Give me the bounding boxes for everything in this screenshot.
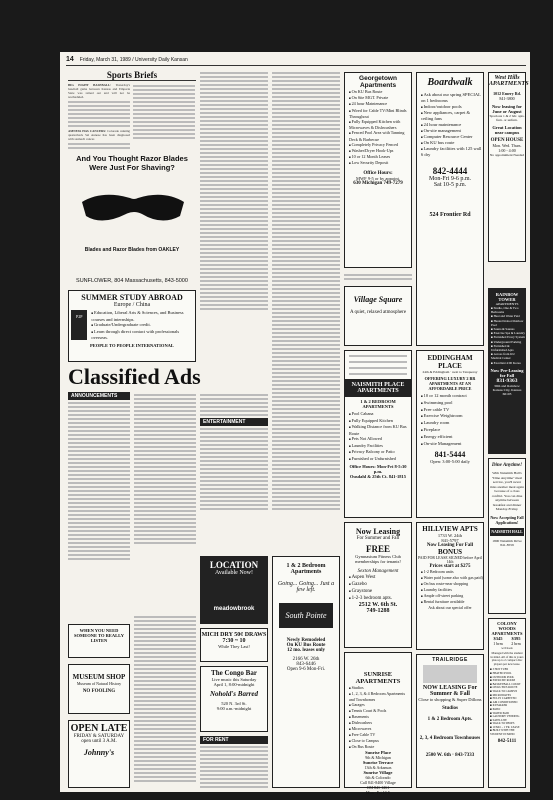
announcements-header: ANNOUNCEMENTS — [68, 392, 130, 400]
boardwalk-item: ■ On KU bus route — [421, 140, 483, 146]
naismith-place-item: ■ Pets Not Allowed — [349, 436, 411, 443]
rainbow-item: ■ Underground Parking — [491, 340, 525, 344]
sports-item2-text: Colorado running quarterback Sal Aunese has been diagnosed with stomach cancer. — [68, 129, 131, 141]
sunrise-item: ■ Close to Campus — [349, 738, 411, 744]
dine-hall: NAISMITH HALL — [491, 529, 523, 534]
sunrise-village: Sunrise Village — [363, 770, 393, 775]
hillview-item: ■ Rental furniture available — [421, 599, 483, 605]
colony-item: ■ 3 HOT TUBS — [490, 668, 525, 672]
leasing-item: ■ Graystone — [349, 588, 411, 595]
for-rent-header: FOR RENT — [200, 736, 268, 744]
eddingham-item: ■ On-site Management — [421, 441, 483, 448]
dine-title: Dine Anytime! — [491, 463, 523, 468]
eddingham-sub: 24th & Eddingham · next to Tanqueray — [422, 370, 478, 374]
congo-band: Nohold's Barred — [209, 690, 259, 698]
colony-item: ■ AIR CONDITIONED — [490, 701, 525, 705]
hillview-item: ■ Water paid (some also with gas paid) — [421, 575, 483, 581]
classified-col-2b — [134, 614, 196, 784]
eddingham-hours: Open: 3:00-5:00 daily — [430, 459, 470, 465]
westhills-open-times: Mon. Wed. Thurs. 1:00 - 4:00 — [492, 143, 522, 153]
westhills-leasing: Now leasing for June or August — [492, 104, 522, 114]
rainbow-tower-ad — [488, 288, 526, 454]
colony-item: ■ WALK TO SHOPS — [490, 722, 525, 726]
georgetown-item: ■ 10 or 12 Month Leases — [349, 154, 411, 160]
colony-bed2: 2 brm — [511, 641, 521, 646]
naismith-place-item: ■ Privacy Balcony or Patio — [349, 449, 411, 456]
mich-title: MICH DRY 50¢ DRAWS 7:30 ~ 10 — [201, 632, 267, 644]
colony-item: ■ ON KU BUS ROUTE — [490, 686, 525, 690]
hillview-item: ■ On bus route-near shopping — [421, 581, 483, 587]
hillview-title: HILLVIEW APTS — [422, 525, 478, 533]
georgetown-item: ■ On KU Bus Route — [349, 89, 411, 95]
sunrise-terrace: Sunrise Terrace — [362, 760, 394, 765]
colony-item: ■ SATELLITE — [490, 719, 525, 723]
open-until: open until 3 A.M. — [81, 739, 117, 744]
rainbow-item: ■ Excellent 4:00 Korea — [491, 361, 525, 365]
trailridge-addr: 2500 W. 6th — [425, 753, 451, 758]
westhills-appt: No appointment Needed — [489, 153, 525, 157]
naismith-place-item: ■ Fully Equipped Kitchen — [349, 418, 411, 425]
colony-item: ■ 10 MO. - 1 YR. LEASE — [490, 726, 525, 730]
hillview-bonus: BONUS — [437, 548, 463, 556]
georgetown-times: MWF 9-5 or by appoint. — [355, 175, 401, 181]
eddingham-item: ■ Free cable TV — [421, 407, 483, 414]
sunrise-place: Sunrise Place — [365, 750, 391, 755]
eddingham-item: ■ Energy efficient — [421, 434, 483, 441]
study-bullet: ■ Education, Liberal Arts & Sciences, and Business courses and internships. — [91, 310, 193, 322]
colony-item: ■ PATIO — [490, 708, 525, 712]
colony-item: ■ OUTDOOR POOL — [490, 676, 525, 680]
razor-headline: And You Thought Razor Blades Were Just For Shaving? — [76, 154, 188, 172]
dine-addr: 1800 Naismith Drive — [492, 538, 522, 543]
dine-now: Now Accepting Fall Applications! — [490, 514, 524, 525]
eddingham-item: ■ Swimming pool — [421, 400, 483, 407]
meadowbrook-ad — [200, 556, 268, 624]
leasing-mgmt: Sexton Management — [357, 569, 399, 574]
colony-item: ■ WALK TO CAMPUS — [490, 690, 525, 694]
going-text: Going... Going... Just a few left. — [277, 581, 335, 593]
razor-caption: Blades and Razor Blades from OAKLEY — [84, 247, 180, 253]
congo-title: The Congo Bar — [211, 669, 257, 677]
classified-col-4 — [272, 70, 340, 550]
colony-item: ■ BUILT WITH THE STUDENT IN MIND — [490, 729, 525, 736]
congo-time: April 1, 8:00-midnight — [213, 682, 255, 687]
page-number: 14 — [66, 56, 74, 63]
georgetown-item: ■ Low Security Deposit — [349, 160, 411, 166]
hillview-item: ■ Ample off-street parking — [421, 593, 483, 599]
boardwalk-item: ■ New appliances, carpet & ceiling fans — [421, 110, 483, 122]
listen-text: WHEN YOU NEED SOMEONE TO REALLY LISTEN — [74, 628, 124, 643]
sports-item2-head: AMNESS HAS CANCERS: — [68, 129, 107, 133]
congo-addr: 520 N. 3rd St. — [221, 701, 247, 706]
trailridge-close: Close to shopping & Super Dillons — [418, 697, 482, 702]
sp-bus: On KU Bus Route — [286, 643, 326, 648]
sports-title: Sports Briefs — [68, 70, 196, 81]
colony-item: ■ MICROWAVES — [490, 694, 525, 698]
hillview-item: ■ 1-2 Bedroom units — [421, 569, 483, 575]
museum-title: MUSEUM SHOP — [72, 673, 126, 681]
trailridge-picture — [423, 665, 477, 683]
colony-title: COLONY WOODS APARTMENTS — [491, 621, 523, 636]
boardwalk-item: ■ 24 hour maintenance — [421, 122, 483, 128]
dine-phone: 841-8559 — [500, 542, 514, 547]
boardwalk-title: Boardwalk — [427, 77, 473, 88]
sunrise-village-addr: 6th & Colorado — [365, 775, 391, 780]
naismith-place-item: ■ Furnished or Unfurnished — [349, 456, 411, 463]
leasing-item: ■ 1-2-3 bedroom apts. — [349, 595, 411, 602]
colony-item: ■ EXERCISE ROOM — [490, 679, 525, 683]
georgetown-item: ■ Fully Equipped Kitchen with Microwaves & Dishwashers — [349, 119, 411, 130]
classified-col-3 — [200, 392, 268, 552]
study-title: SUMMER STUDY ABROAD — [81, 293, 183, 302]
going-title: 1 & 2 Bedroom Apartments — [286, 563, 326, 575]
colony-unit: w/d hook — [501, 646, 513, 650]
georgetown-item: ■ Washer/Dryer Hook-Ups — [349, 148, 411, 154]
boardwalk-item: ■ Laundry facilities with 125 wall 6 dry — [421, 146, 483, 158]
georgetown-phone: 630 Michigan 749-7279 — [353, 180, 403, 186]
west-hills-ad — [488, 72, 529, 262]
museum-shop-ad — [68, 664, 130, 714]
colony-bed1: 1 brm — [493, 641, 503, 646]
georgetown-list — [345, 89, 411, 167]
entertainment-header: ENTERTAINMENT — [200, 418, 268, 426]
page-header — [66, 56, 526, 66]
open-late-ad — [68, 720, 130, 788]
eddingham-item: ■ Laundry room — [421, 420, 483, 427]
boardwalk-item: ■ Indoor/outdoor pools — [421, 104, 483, 110]
classified-col-mid-top — [200, 70, 268, 310]
naismith-place-item: ■ Laundry Facilities — [349, 443, 411, 450]
sunrise-item: ■ 1, 2, 3, & 4 Bedroom Apartments and Townhomes — [349, 691, 411, 702]
rainbow-item: ■ Furnished Every System — [491, 335, 525, 339]
hillview-item: ■ Laundry facilities — [421, 587, 483, 593]
study-bullet: ■ Graduate/Undergraduate credit. — [91, 322, 193, 329]
naismith-place-office: Office Hours: Mon-Fri 8-5:30 p.m. — [349, 464, 407, 474]
georgetown-title: Georgetown Apartments — [359, 75, 397, 89]
westhills-addr: 1012 Emery Rd. — [493, 91, 521, 96]
congo-bar-ad — [200, 666, 268, 732]
for-rent-col — [200, 736, 268, 788]
museum-sub: Museum of Natural History — [76, 681, 122, 686]
sunrise-place-addr: 9th & Michigan — [365, 755, 391, 760]
boardwalk-item: ■ Ask about our spring SPECIAL on 1 bedrooms — [421, 92, 483, 104]
rainbow-item: ■ Sauna & Saunas — [491, 327, 525, 331]
colony-item: ■ ICEMAKER — [490, 704, 525, 708]
naismith-place-title: NAISMITH PLACE APARTMENTS — [345, 379, 411, 397]
classified-title: Classified Ads — [68, 364, 201, 389]
congo-music: Live music this Saturday — [211, 677, 257, 682]
open-late-title: OPEN LATE — [70, 723, 128, 734]
sunrise-terrace-addr: 13th & Arkansas — [364, 765, 392, 770]
sunrise-item: ■ On Bus Route — [349, 744, 411, 750]
georgetown-item: ■ Fenced Pool Area with Tanning Deck & Barbecue — [349, 130, 411, 141]
museum-note: NO FOOLING — [82, 689, 116, 694]
study-org: PEOPLE TO PEOPLE INTERNATIONAL — [90, 342, 174, 348]
study-abroad-ad — [68, 290, 196, 362]
boardwalk-ad — [416, 72, 484, 346]
sunrise-ad — [344, 652, 412, 795]
sp-new: Newly Remodeled — [286, 638, 326, 643]
colony-woods-ad — [488, 618, 526, 788]
leasing-free: FREE — [365, 544, 390, 554]
sunrise-phone2: CM 841-1261 — [366, 785, 390, 790]
hillview-prices: Prices start at $275 — [429, 564, 471, 569]
dateline: Friday, March 31, 1989 / University Daily Kansan — [79, 57, 188, 63]
naismith-place-sub: 1 & 2 BEDROOM APARTMENTS — [360, 399, 396, 409]
hillview-leasing: Now Leasing For Fall — [426, 543, 474, 548]
trailridge-studios: Studios — [442, 706, 458, 711]
razor-blades-ad — [68, 152, 196, 274]
hillview-addr: 1733 W. 24th — [437, 533, 463, 538]
sp-hours: Open 9-6 Mon-Fri. — [286, 667, 326, 672]
sunrise-hours: Mon - Fri 10-5 — [366, 790, 390, 795]
leasing-sub: For Summer and Fall — [356, 536, 400, 541]
naismith-place-item: ■ Pool Cabana — [349, 411, 411, 418]
colony-item: ■ LAUNDRY VENDING — [490, 715, 525, 719]
filler — [344, 272, 412, 284]
sunrise-item: ■ Studios — [349, 685, 411, 691]
dine-anytime-ad — [488, 458, 526, 614]
sunrise-item: ■ Free Cable TV — [349, 732, 411, 738]
sports-item1-head: BIG EIGHT BASEBALL: — [68, 83, 112, 87]
colony-sub: Managed with the student in mind. All of this is yours plus up to 2 compact disc players per new lease. — [490, 651, 524, 666]
village-sub: A quiet, relaxed atmosphere — [349, 310, 407, 315]
colony-phone: 842-5111 — [497, 738, 517, 744]
westhills-title: West Hills APARTMENTS — [489, 75, 529, 87]
sunflower-line: SUNFLOWER, 804 Massachusetts, 843-5000 — [76, 278, 188, 284]
village-square-ad — [344, 286, 412, 346]
sunrise-item: ■ Microwaves — [349, 726, 411, 732]
hillview-ad — [416, 522, 484, 650]
congo-hours: 9:00 a.m.-midnight — [216, 706, 252, 711]
listen-ad — [68, 624, 130, 658]
rainbow-sub: APARTMENTS — [495, 302, 519, 306]
trailridge-title: TRAILRIDGE — [432, 657, 468, 663]
trailridge-one: 1 & 2 Bedroom Apts. — [427, 717, 473, 722]
rainbow-addr: 39th and Rainbow Kansas City, Kansas 66103 — [492, 383, 522, 396]
eddingham-item: ■ Exercise Weightroom — [421, 413, 483, 420]
dine-text: With Naismith Hall's "Dine Anytime" meal service, you'll never miss another meal again because of a class conflict. You can dine anytime between breakfast and dinner Monday-Friday. — [490, 471, 524, 511]
open-days: FRIDAY & SATURDAY — [73, 734, 125, 739]
hillview-tail: Ask about our special offer — [428, 605, 472, 610]
people-logo: P2P — [71, 310, 87, 340]
classified-col-1 — [68, 392, 130, 622]
boardwalk-item: ■ On-site management — [421, 128, 483, 134]
south-pointe-ad — [272, 556, 340, 788]
boardwalk-sat: Sat 10-5 p.m. — [433, 182, 467, 188]
rainbow-item: ■ Studio, One & Two Bedrooms — [491, 306, 525, 314]
georgetown-item: ■ On Site MGT. Private — [349, 95, 411, 101]
sp-lease: 12 mo. leases only — [286, 648, 326, 653]
sunrise-item: ■ Garages — [349, 702, 411, 708]
georgetown-item: ■ 24 hour Maintenance — [349, 101, 411, 107]
leasing-free-sub: Gymnasium Fitness Club memberships for tenants! — [355, 554, 401, 564]
eddingham-item: ■ 10 or 12 month contract — [421, 393, 483, 400]
sp-addr: 2166 W. 26th — [292, 657, 320, 662]
mich-dry-ad — [200, 628, 268, 662]
leasing-phone: 749-1288 — [366, 608, 390, 614]
eddingham-item: ■ Fireplace — [421, 427, 483, 434]
sunrise-phone1: Call 841-8400 Village — [360, 780, 396, 785]
classified-col-2 — [134, 392, 196, 612]
rainbow-phone: 831-9363 — [496, 377, 518, 384]
westhills-location: Great Location near campus — [492, 125, 522, 135]
meadowbrook-logo: meadowbrook — [213, 606, 255, 612]
georgetown-office: Office Hours: — [363, 170, 393, 176]
boardwalk-addr: 524 Frontier Rd — [429, 212, 471, 218]
trailridge-leasing: NOW LEASING For Summer & Fall — [422, 685, 478, 697]
hillview-bonus-sub: PAID FOR LEASE SIGNED before April 14th — [418, 556, 482, 564]
leasing-item: ■ Gazebo — [349, 581, 411, 588]
rainbow-item: ■ Heated Indoor/Outdoor Pool — [491, 319, 525, 327]
study-subtitle: Europe / China — [113, 302, 151, 308]
leasing-title: Now Leasing — [355, 527, 401, 536]
sunrise-title: SUNRISE APARTMENTS — [355, 671, 401, 685]
rainbow-pre: Now Pre-Leasing for Fall — [490, 367, 524, 378]
study-bullet: ■ Learn through direct contact with professionals overseas. — [91, 329, 193, 341]
rainbow-item: ■ Heat and Water Paid — [491, 314, 525, 318]
village-title: Village Square — [353, 295, 403, 304]
sunrise-item: ■ Tennis Court & Pools — [349, 708, 411, 714]
available-now: Available Now! — [214, 570, 254, 576]
rainbow-item: ■ Exercise Spa & Laundry — [491, 331, 525, 335]
eddingham-ad — [416, 350, 484, 518]
rainbow-item: ■ Furnished & Unfurnished Apts — [491, 344, 525, 352]
eddingham-phone: 841-5444 — [434, 450, 466, 460]
mich-note: While They Last! — [218, 644, 250, 649]
trailridge-three: 2, 3, 4 Bedroom Townhouses — [419, 736, 481, 741]
naismith-place-ad — [344, 350, 412, 518]
leasing-item: ■ Aspen West — [349, 574, 411, 581]
sports-item1-text: Yesterday's baseball game between Kansas and Emporia State was rained out and will not be rescheduled. — [68, 83, 130, 99]
westhills-phone: 841-3800 — [499, 96, 515, 101]
rainbow-title: RAINBOW TOWER — [495, 292, 519, 302]
newspaper-page — [60, 52, 530, 795]
boardwalk-phone: 842-4444 — [432, 166, 468, 176]
south-pointe-logo: South Pointe — [279, 603, 333, 628]
johnnys-logo: Johnny's — [83, 748, 115, 757]
colony-price1: $345 — [493, 636, 503, 641]
boardwalk-hours: Mon-Fri 9-6 p.m. — [429, 176, 471, 182]
rainbow-item: ■ Across from KU Medical Center — [491, 352, 525, 360]
georgetown-item: ■ Completely Privacy Fenced — [349, 142, 411, 148]
sunrise-item: ■ Basements — [349, 714, 411, 720]
hillview-phone: 841-5797 — [441, 538, 459, 543]
colony-price2: $395 — [511, 636, 521, 641]
naismith-place-item: ■ Walking Distance from KU Bus Route — [349, 424, 411, 436]
colony-item: ■ HEATED POOL — [490, 672, 525, 676]
sp-phone: 843-6446 — [296, 662, 316, 667]
sunrise-item: ■ Dishwashers — [349, 720, 411, 726]
boardwalk-item: ■ Computer Resource Center — [421, 134, 483, 140]
colony-item: ■ BASKETBALL COURT — [490, 683, 525, 687]
colony-item: ■ FULLY CARPETED — [490, 697, 525, 701]
location-title: LOCATION — [209, 560, 259, 570]
georgetown-item: ■ Wired for Cable TV/Mini Blinds Throughout — [349, 108, 411, 119]
trailridge-phone: 843-7333 — [455, 753, 475, 758]
naismith-place-addr: Ousdahl & 25th Ct. 841-1815 — [349, 474, 407, 479]
sexton-leasing-ad — [344, 522, 412, 648]
eddingham-title: EDDINGHAM PLACE — [427, 354, 473, 370]
westhills-specs: Spacious 1 & 2 bdr. apts. furn. or unfurn. — [489, 114, 525, 122]
trailridge-ad: TRAILRIDGE NOW LEASING For Summer & Fall Close to shopping & Super Dillons Studios 1 & 2 Bedroom Apts. 2, 3, 4 Bedroom Townhouses 2500 W. 6th · 843-7333 — [416, 654, 484, 788]
eddingham-offer: OFFERING LUXURY 2 BR APARTMENTS AT AN AFFORDABLE PRICE — [424, 376, 476, 391]
leasing-addr: 2512 W. 6th St. — [358, 602, 398, 608]
georgetown-ad — [344, 72, 412, 268]
sunglasses-icon — [72, 172, 192, 242]
colony-item: ■ WATER PAID — [490, 712, 525, 716]
westhills-open: OPEN HOUSE — [490, 138, 524, 143]
